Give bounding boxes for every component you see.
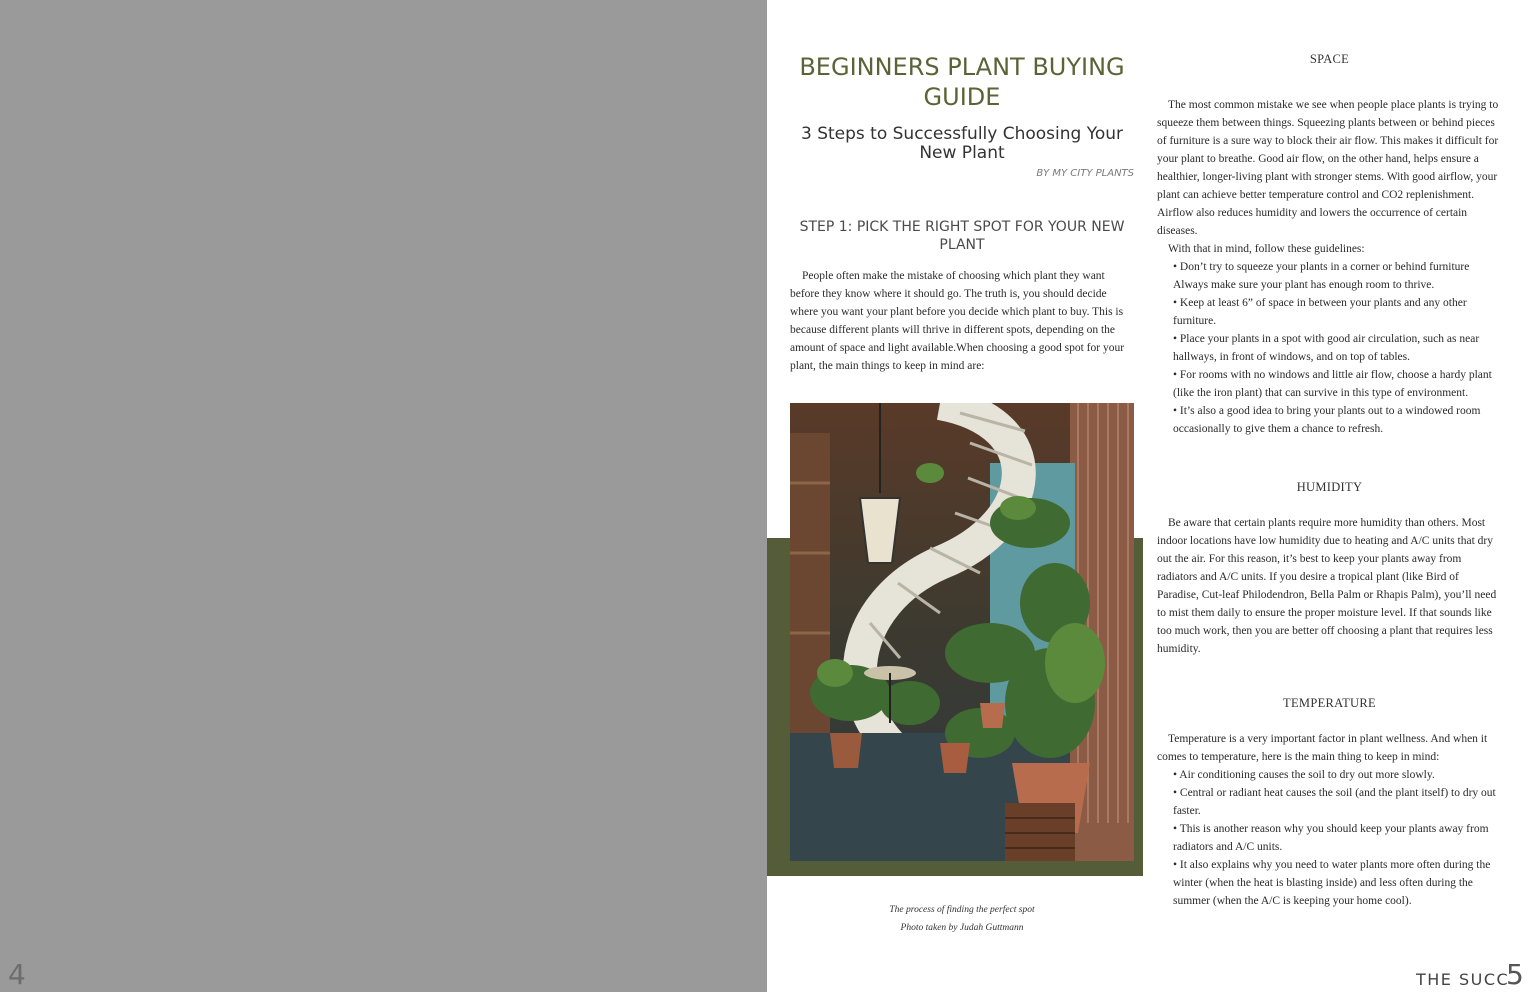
space-lead: With that in mind, follow these guidelines: — [1168, 243, 1365, 255]
list-item: • It’s also a good idea to bring your plants out to a windowed room occasionally to give them a chance to refresh. — [1173, 402, 1502, 438]
photo-caption-line2: Photo taken by Judah Guttmann — [900, 923, 1024, 933]
list-item: • Central or radiant heat causes the soil (and the plant itself) to dry out faster. — [1173, 784, 1502, 820]
temperature-paragraph: Temperature is a very important factor in plant wellness. And when it comes to temperature, here is the main thing to keep in mind: — [1157, 733, 1488, 763]
temperature-heading: TEMPERATURE — [1283, 696, 1376, 710]
humidity-paragraph: Be aware that certain plants require more humidity than others. Most indoor locations have low humidity due to heating and A/C units that dry out the air. For this reason, it’s best to keep your plants away from radiators and A/C units. If you desire a tropical plant (like Bird of Paradise, Cut-leaf Philodendron, Bella Palm or Rhapis Palm), you’ll need to mist them daily to ensure the proper moisture level. If that sounds like too much work, then you are better off choosing a plant that requires less humidity. — [1157, 517, 1497, 655]
magazine-masthead: THE SUCC — [1416, 970, 1510, 989]
list-item: • Air conditioning causes the soil to dry out more slowly. — [1173, 766, 1502, 784]
list-item: • Place your plants in a spot with good air circulation, such as near hallways, in front of windows, and on top of tables. — [1173, 330, 1502, 366]
photo-caption — [790, 901, 1134, 937]
page-number-left: 4 — [8, 958, 26, 991]
list-item: • It also explains why you need to water plants more often during the winter (when the heat is blasting inside) and less often during the summer (when the A/C is keeping your home cool). — [1173, 856, 1502, 910]
plant-photo — [790, 403, 1134, 861]
list-item: • Don’t try to squeeze your plants in a corner or behind furniture Always make sure your plant has enough room to thrive. — [1173, 258, 1502, 294]
article-title: BEGINNERS PLANT BUYING GUIDE — [799, 53, 1125, 111]
space-guidelines — [1157, 258, 1502, 438]
article-byline: BY MY CITY PLANTS — [1036, 168, 1134, 179]
right-column — [1157, 50, 1502, 910]
list-item: • This is another reason why you should keep your plants away from radiators and A/C units. — [1173, 820, 1502, 856]
list-item: • For rooms with no windows and little air flow, choose a hardy plant (like the iron plant) that can survive in this type of environment. — [1173, 366, 1502, 402]
photo-caption-line1: The process of finding the perfect spot — [889, 905, 1035, 915]
space-heading: SPACE — [1309, 52, 1350, 66]
list-item: • Keep at least 6” of space in between your plants and any other furniture. — [1173, 294, 1502, 330]
space-paragraph: The most common mistake we see when people place plants is trying to squeeze them between things. Squeezing plants between or behind pieces of furniture is a sure way to block their air flow. This makes it difficult for your plant to breathe. Good air flow, on the other hand, helps ensure a healthier, longer-living plant with stronger stems. With good airflow, your plant can achieve better temperature control and CO2 replenishment. Airflow also reduces humidity and lowers the occurrence of certain diseases. — [1157, 99, 1499, 237]
temperature-points — [1157, 766, 1502, 910]
page-number-right: 5 — [1506, 958, 1524, 991]
step1-heading: STEP 1: PICK THE RIGHT SPOT FOR YOUR NEW PLANT — [799, 219, 1125, 253]
article-subtitle: 3 Steps to Successfully Choosing Your New Plant — [800, 124, 1124, 163]
humidity-heading: HUMIDITY — [1296, 480, 1363, 494]
step1-intro: People often make the mistake of choosing which plant they want before they know where it should go. The truth is, you should decide where you want your plant before you decide which plant to buy. This is because different plants will thrive in different spots, depending on the amount of space and light available.When choosing a good spot for your plant, the main things to keep in mind are: — [790, 270, 1125, 372]
